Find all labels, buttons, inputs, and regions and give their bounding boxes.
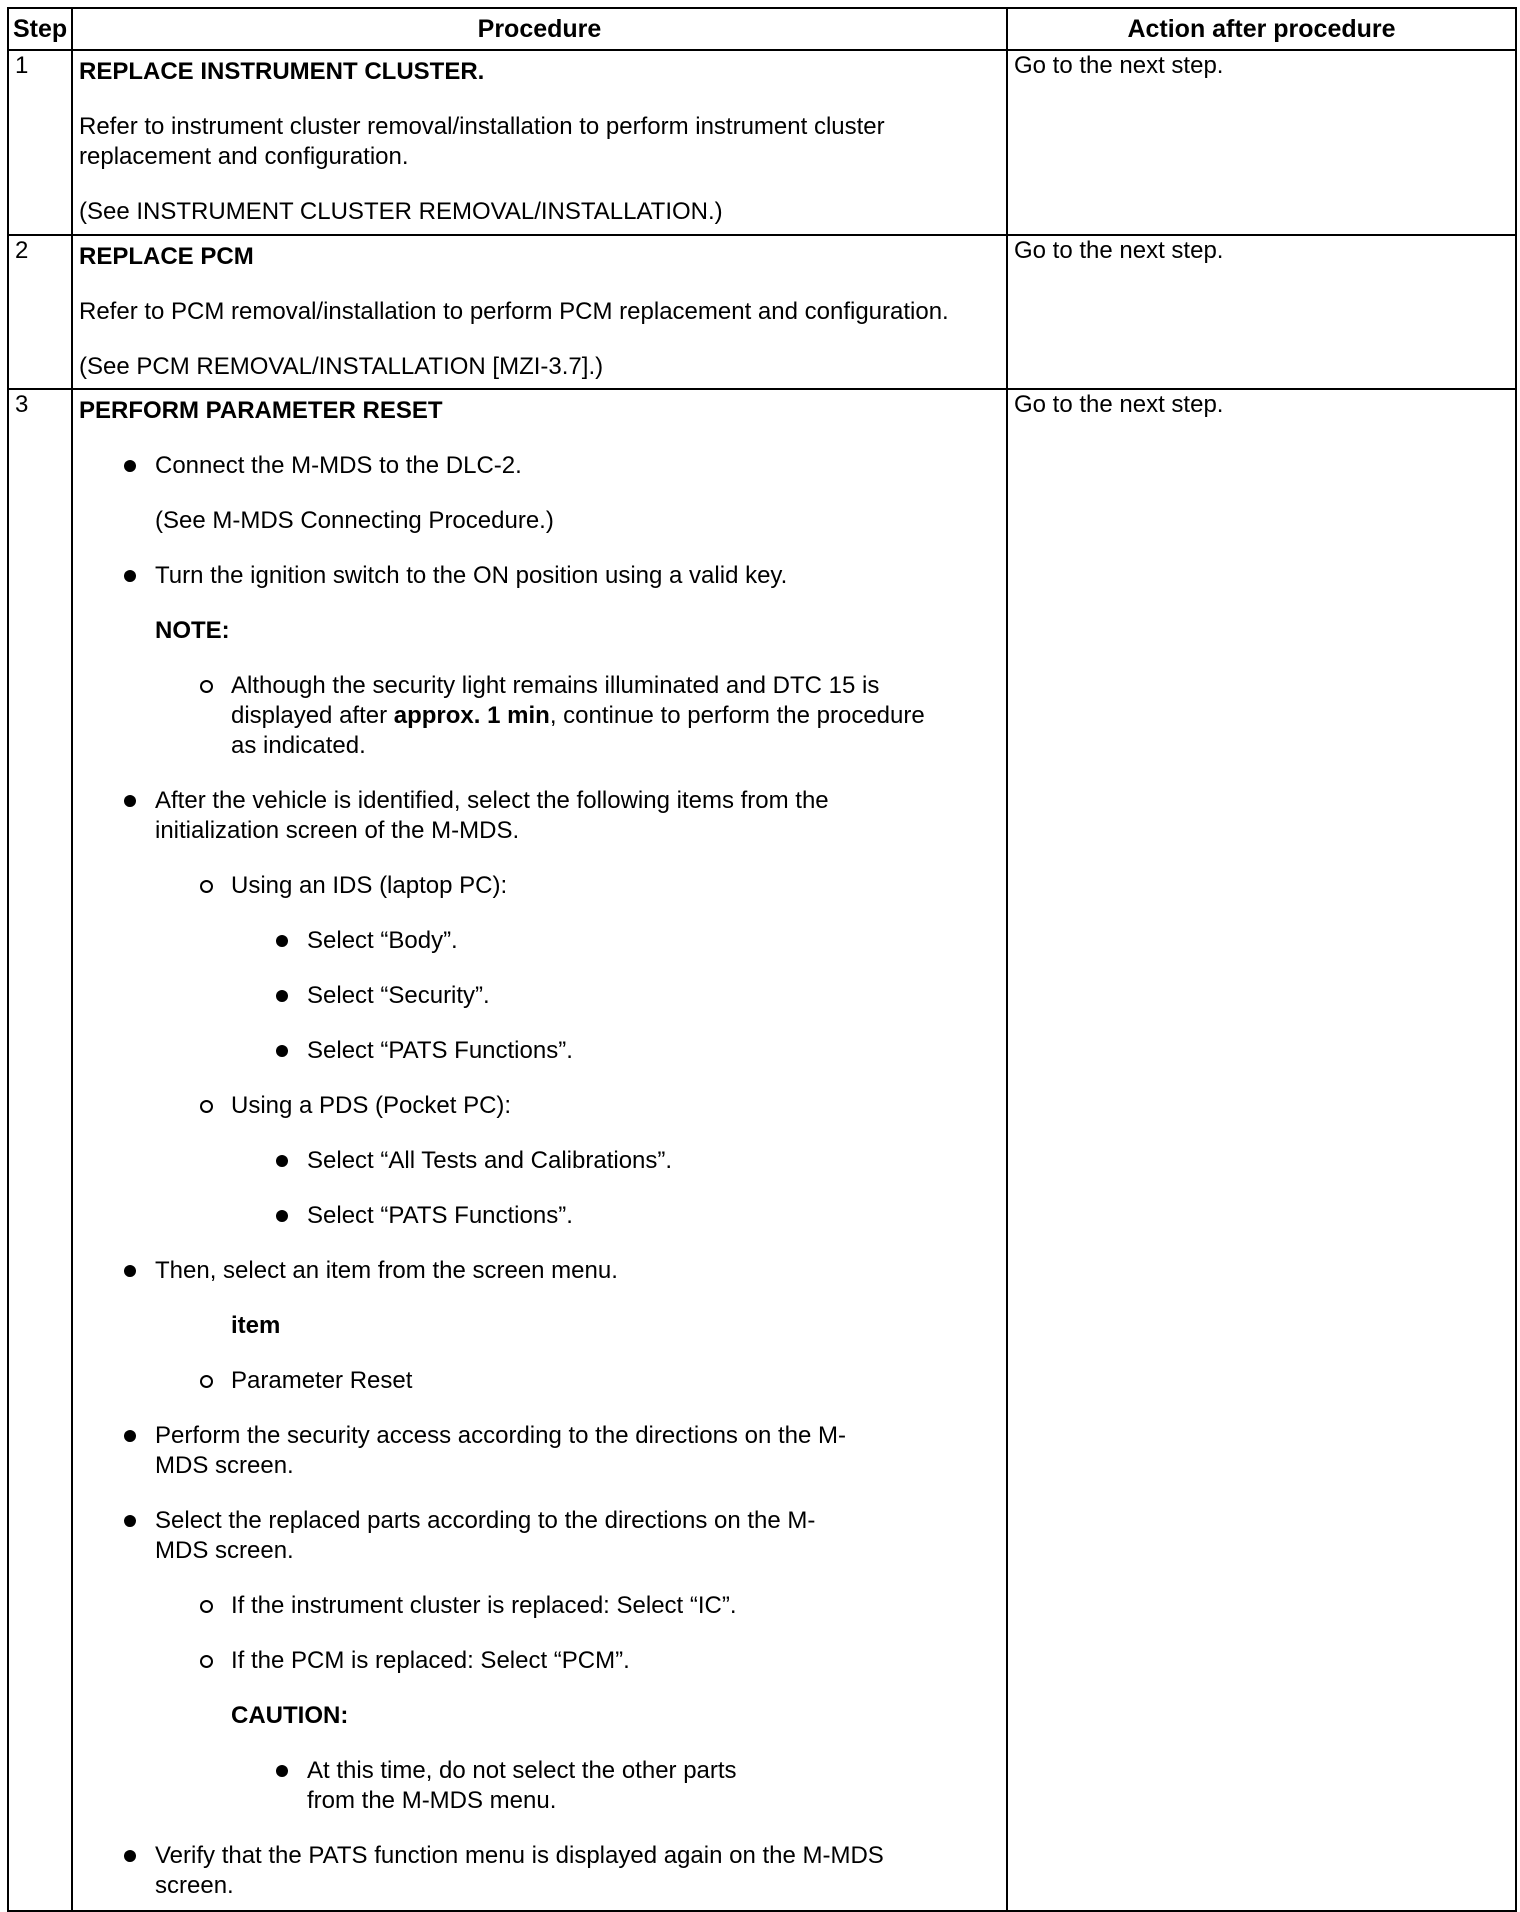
list-item: If the PCM is replaced: Select “PCM”.	[79, 1646, 1000, 1676]
step-number: 1	[8, 50, 72, 235]
procedure-title: REPLACE PCM	[79, 243, 254, 270]
procedure-cell	[72, 235, 1007, 389]
bullet-dot-icon	[124, 1265, 136, 1277]
bullet-dot-icon	[124, 1850, 136, 1862]
bullet-dot-icon	[276, 1765, 288, 1777]
list-item: Connect the M-MDS to the DLC-2.	[79, 451, 1000, 481]
action-cell: Go to the next step.	[1007, 235, 1516, 389]
bullet-dot-icon	[124, 795, 136, 807]
bullet-dot-icon	[276, 935, 288, 947]
action-cell: Go to the next step.	[1007, 389, 1516, 1911]
table-row	[8, 50, 1516, 235]
procedure-cell	[72, 50, 1007, 235]
bullet-dot-icon	[276, 1155, 288, 1167]
list-item: Then, select an item from the screen menu.	[79, 1256, 1000, 1286]
list-item: Select “Security”.	[79, 981, 1000, 1011]
list-item: If the instrument cluster is replaced: Select “IC”.	[79, 1591, 1000, 1621]
note-text-pre: Although the security light remains illuminated and DTC 15 is displayed after	[231, 672, 880, 729]
bullet-dot-icon	[124, 460, 136, 472]
procedure-cell	[72, 389, 1007, 1911]
list-item: Select “PATS Functions”.	[79, 1036, 1000, 1066]
step-number: 3	[8, 389, 72, 1911]
procedure-table	[7, 7, 1517, 1912]
bullet-ring-icon	[200, 680, 213, 693]
header-step: Step	[8, 8, 72, 50]
bullet-dot-icon	[276, 990, 288, 1002]
bullet-dot-icon	[276, 1045, 288, 1057]
note-text-bold: approx. 1 min	[393, 702, 550, 729]
bullet-dot-icon	[124, 570, 136, 582]
list-item: Using a PDS (Pocket PC):	[79, 1091, 1000, 1121]
procedure-reference: (See INSTRUMENT CLUSTER REMOVAL/INSTALLATION.)	[79, 198, 723, 225]
bullet-ring-icon	[200, 880, 213, 893]
list-item: Turn the ignition switch to the ON position using a valid key.	[79, 561, 1000, 591]
step-number: 2	[8, 235, 72, 389]
list-item: At this time, do not select the other parts from the M-MDS menu.	[79, 1756, 1000, 1816]
table-header-row	[8, 8, 1516, 50]
procedure-title: REPLACE INSTRUMENT CLUSTER.	[79, 58, 485, 85]
list-item: Select “All Tests and Calibrations”.	[79, 1146, 1000, 1176]
bullet-ring-icon	[200, 1600, 213, 1613]
table-row	[8, 235, 1516, 389]
procedure-text: Refer to PCM removal/installation to perform PCM replacement and configuration.	[79, 298, 949, 325]
list-item: Perform the security access according to the directions on the M-MDS screen.	[79, 1421, 1000, 1481]
note-text-post: , continue to perform the procedure as indicated.	[231, 702, 925, 759]
procedure-reference: (See M-MDS Connecting Procedure.)	[155, 507, 554, 534]
list-item	[79, 671, 1000, 761]
header-action: Action after procedure	[1007, 8, 1516, 50]
list-item: Select “PATS Functions”.	[79, 1201, 1000, 1231]
procedure-text: Refer to instrument cluster removal/installation to perform instrument cluster replacement and configuration.	[79, 113, 885, 170]
list-item: Select the replaced parts according to the directions on the M-MDS screen.	[79, 1506, 1000, 1566]
action-cell: Go to the next step.	[1007, 50, 1516, 235]
list-item: Verify that the PATS function menu is displayed again on the M-MDS screen.	[79, 1841, 1000, 1901]
list-item: Using an IDS (laptop PC):	[79, 871, 1000, 901]
bullet-ring-icon	[200, 1655, 213, 1668]
procedure-reference: (See PCM REMOVAL/INSTALLATION [MZI-3.7].)	[79, 353, 604, 380]
note-label: NOTE:	[155, 617, 230, 644]
bullet-dot-icon	[124, 1430, 136, 1442]
list-item: Parameter Reset	[79, 1366, 1000, 1396]
list-item: After the vehicle is identified, select the following items from the initialization screen of the M-MDS.	[79, 786, 1000, 846]
procedure-title: PERFORM PARAMETER RESET	[79, 397, 443, 424]
bullet-dot-icon	[124, 1515, 136, 1527]
item-label: item	[231, 1312, 281, 1339]
table-row	[8, 389, 1516, 1911]
bullet-ring-icon	[200, 1375, 213, 1388]
bullet-ring-icon	[200, 1100, 213, 1113]
caution-label: CAUTION:	[231, 1702, 349, 1729]
list-item: Select “Body”.	[79, 926, 1000, 956]
header-procedure: Procedure	[72, 8, 1007, 50]
bullet-dot-icon	[276, 1210, 288, 1222]
